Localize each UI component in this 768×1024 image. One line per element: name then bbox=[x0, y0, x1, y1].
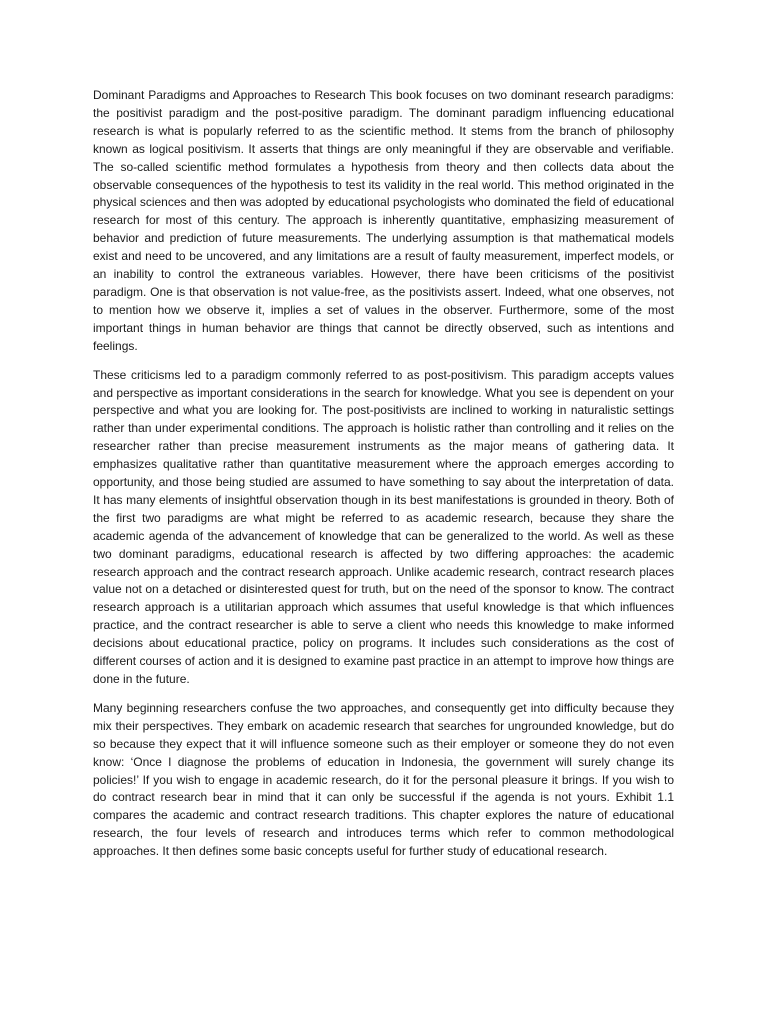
document-page bbox=[93, 87, 674, 872]
paragraph-post-positivism: These criticisms led to a paradigm commonly referred to as post-positivism. This paradigm accepts values and perspective as important considerations in the search for knowledge. What you see is dependent on your perspective and what you are looking for. The post-positivists are inclined to working in naturalistic settings rather than under experimental conditions. The approach is holistic rather than controlling and it relies on the researcher rather than precise measurement instruments as the major means of gathering data. It emphasizes qualitative rather than quantitative measurement where the approach emerges according to opportunity, and those being studied are assumed to have something to say about the interpretation of data. It has many elements of insightful observation though in its best manifestations is grounded in theory. Both of the first two paradigms are what might be referred to as academic research, because they share the academic agenda of the advancement of knowledge that can be generalized to the world. As well as these two dominant paradigms, educational research is affected by two differing approaches: the academic research approach and the contract research approach. Unlike academic research, contract research places value not on a detached or disinterested quest for truth, but on the need of the sponsor to know. The contract research approach is a utilitarian approach which assumes that useful knowledge is that which influences practice, and the contract researcher is able to serve a client who needs this knowledge to make informed decisions about educational practice, policy on programs. It includes such considerations as the cost of different courses of action and it is designed to examine past practice in an attempt to improve how things are done in the future. bbox=[93, 367, 674, 686]
paragraph-beginning-researchers: Many beginning researchers confuse the two approaches, and consequently get into difficulty because they mix their perspectives. They embark on academic research that searches for ungrounded knowledge, but do so because they expect that it will influence someone such as their employer or someone they do not even know: ‘Once I diagnose the problems of education in Indonesia, the government will surely change its policies!’ If you wish to engage in academic research, do it for the personal pleasure it brings. If you wish to do contract research bear in mind that it can only be successful if the agenda is not yours. Exhibit 1.1 compares the academic and contract research traditions. This chapter explores the nature of educational research, the four levels of research and introduces terms which refer to common methodological approaches. It then defines some basic concepts useful for further study of educational research. bbox=[93, 700, 674, 859]
paragraph-paradigms: Dominant Paradigms and Approaches to Research This book focuses on two dominant research paradigms: the positivist paradigm and the post-positive paradigm. The dominant paradigm influencing educational research is what is popularly referred to as the scientific method. It stems from the branch of philosophy known as logical positivism. It asserts that things are only meaningful if they are observable and verifiable. The so-called scientific method formulates a hypothesis from theory and then collects data about the observable consequences of the hypothesis to test its validity in the real world. This method originated in the physical sciences and then was adopted by educational psychologists who dominated the field of educational research for most of this century. The approach is inherently quantitative, emphasizing measurement of behavior and prediction of future measurements. The underlying assumption is that mathematical models exist and need to be uncovered, and any limitations are a result of faulty measurement, imperfect models, or an inability to control the extraneous variables. However, there have been criticisms of the positivist paradigm. One is that observation is not value-free, as the positivists assert. Indeed, what one observes, not to mention how we observe it, implies a set of values in the observer. Furthermore, some of the most important things in human behavior are things that cannot be directly observed, such as intentions and feelings. bbox=[93, 88, 674, 353]
